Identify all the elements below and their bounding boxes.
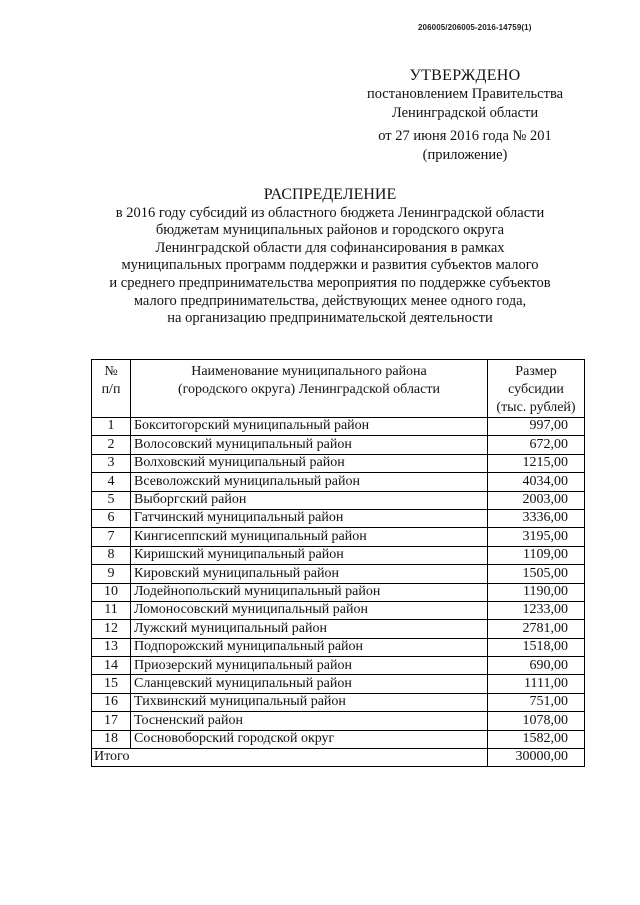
header-name	[131, 360, 488, 418]
row-number: 13	[92, 638, 131, 656]
subsidy-amount: 1109,00	[488, 546, 585, 564]
row-number: 11	[92, 601, 131, 619]
district-name: Кировский муниципальный район	[131, 565, 488, 583]
header-text: п/п	[101, 382, 121, 397]
heading-line: муниципальных программ поддержки и развития субъектов малого	[121, 257, 539, 274]
subsidy-amount: 1215,00	[488, 454, 585, 472]
table-row	[92, 473, 585, 491]
table-row	[92, 565, 585, 583]
heading-line: Ленинградской области для софинансирования в рамках	[155, 239, 505, 256]
subsidy-table	[91, 359, 585, 767]
header-number	[92, 360, 131, 418]
row-number: 4	[92, 473, 131, 491]
row-number: 10	[92, 583, 131, 601]
heading-line: бюджетам муниципальных районов и городского округа	[155, 222, 505, 239]
district-name: Киришский муниципальный район	[131, 546, 488, 564]
district-name: Кингисеппский муниципальный район	[131, 528, 488, 546]
subsidy-amount: 3195,00	[488, 528, 585, 546]
header-text: (тыс. рублей)	[496, 400, 576, 415]
district-name: Тихвинский муниципальный район	[131, 693, 488, 711]
table-row	[92, 546, 585, 564]
table-row	[92, 418, 585, 436]
row-number: 9	[92, 565, 131, 583]
district-name: Гатчинский муниципальный район	[131, 509, 488, 527]
total-label: Итого	[92, 749, 488, 767]
heading-line: на организацию предпринимательской деятельности	[167, 310, 493, 327]
header-text: (городского округа) Ленинградской области	[178, 382, 440, 397]
approval-line: (приложение)	[422, 147, 508, 163]
header-text: субсидии	[508, 382, 564, 397]
table-row	[92, 583, 585, 601]
row-number: 5	[92, 491, 131, 509]
subsidy-amount: 1505,00	[488, 565, 585, 583]
row-number: 7	[92, 528, 131, 546]
table-row	[92, 454, 585, 472]
district-name: Приозерский муниципальный район	[131, 657, 488, 675]
district-name: Сланцевский муниципальный район	[131, 675, 488, 693]
header-sum	[488, 360, 585, 418]
district-name: Подпорожский муниципальный район	[131, 638, 488, 656]
total-sum: 30000,00	[488, 749, 585, 767]
row-number: 17	[92, 712, 131, 730]
subsidy-amount: 1190,00	[488, 583, 585, 601]
document-heading	[70, 186, 590, 328]
table-header-row	[92, 360, 585, 418]
subsidy-amount: 2781,00	[488, 620, 585, 638]
table-row	[92, 730, 585, 748]
heading-line: в 2016 году субсидий из областного бюджета Ленинградской области	[115, 204, 545, 221]
subsidy-amount: 751,00	[488, 693, 585, 711]
district-name: Волховский муниципальный район	[131, 454, 488, 472]
row-number: 12	[92, 620, 131, 638]
district-name: Ломоносовский муниципальный район	[131, 601, 488, 619]
district-name: Бокситогорский муниципальный район	[131, 418, 488, 436]
subsidy-amount: 690,00	[488, 657, 585, 675]
subsidy-amount: 4034,00	[488, 473, 585, 491]
heading-line: и среднего предпринимательства мероприятия по поддержке субъектов	[109, 274, 551, 291]
subsidy-amount: 1582,00	[488, 730, 585, 748]
approval-line: от 27 июня 2016 года № 201	[378, 128, 552, 144]
subsidy-amount: 672,00	[488, 436, 585, 454]
row-number: 6	[92, 509, 131, 527]
header-text: Размер	[515, 364, 557, 379]
subsidy-amount: 1111,00	[488, 675, 585, 693]
district-name: Волосовский муниципальный район	[131, 436, 488, 454]
approval-line: Ленинградской области	[391, 105, 539, 121]
header-text: №	[104, 364, 118, 379]
total-row	[92, 749, 585, 767]
table-row	[92, 657, 585, 675]
row-number: 18	[92, 730, 131, 748]
subsidy-amount: 1078,00	[488, 712, 585, 730]
table-row	[92, 601, 585, 619]
table-row	[92, 620, 585, 638]
row-number: 16	[92, 693, 131, 711]
district-name: Лодейнопольский муниципальный район	[131, 583, 488, 601]
subsidy-amount: 2003,00	[488, 491, 585, 509]
district-name: Лужский муниципальный район	[131, 620, 488, 638]
subsidy-amount: 1233,00	[488, 601, 585, 619]
document-id: 206005/206005-2016-14759(1)	[418, 23, 532, 32]
row-number: 14	[92, 657, 131, 675]
heading-line: малого предпринимательства, действующих менее одного года,	[133, 292, 527, 309]
approval-block	[360, 66, 570, 165]
district-name: Тосненский район	[131, 712, 488, 730]
district-name: Выборгский район	[131, 491, 488, 509]
approval-title: УТВЕРЖДЕНО	[409, 67, 521, 84]
row-number: 2	[92, 436, 131, 454]
approval-line: постановлением Правительства	[366, 86, 564, 102]
row-number: 15	[92, 675, 131, 693]
subsidy-amount: 997,00	[488, 418, 585, 436]
header-text: Наименование муниципального района	[191, 364, 427, 379]
row-number: 3	[92, 454, 131, 472]
table-row	[92, 675, 585, 693]
table-row	[92, 509, 585, 527]
table-row	[92, 436, 585, 454]
row-number: 1	[92, 418, 131, 436]
row-number: 8	[92, 546, 131, 564]
subsidy-amount: 3336,00	[488, 509, 585, 527]
heading-title: РАСПРЕДЕЛЕНИЕ	[263, 186, 397, 203]
district-name: Сосновоборский городской округ	[131, 730, 488, 748]
table-row	[92, 712, 585, 730]
table-row	[92, 528, 585, 546]
subsidy-amount: 1518,00	[488, 638, 585, 656]
table-row	[92, 693, 585, 711]
table-row	[92, 491, 585, 509]
district-name: Всеволожский муниципальный район	[131, 473, 488, 491]
table-row	[92, 638, 585, 656]
